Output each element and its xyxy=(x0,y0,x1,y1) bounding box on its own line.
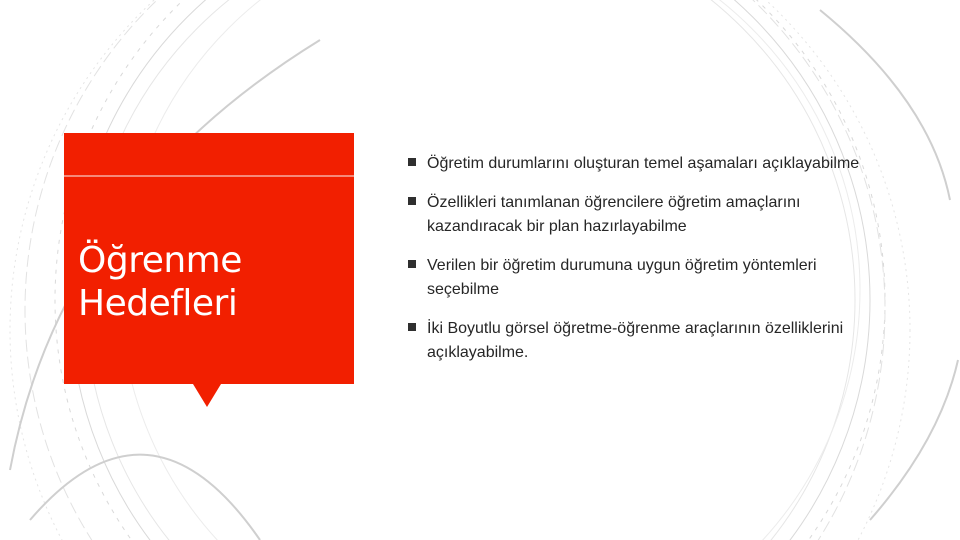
bullet-text: İki Boyutlu görsel öğretme-öğrenme araçlarının özelliklerini açıklayabilme. xyxy=(427,320,844,361)
list-item xyxy=(408,317,888,365)
title-panel-pointer xyxy=(193,384,221,407)
bullet-text: Özellikleri tanımlanan öğrencilere öğretim amaçlarını kazandıracak bir plan hazırlayabilme xyxy=(427,194,801,235)
slide-title xyxy=(78,239,298,325)
list-item xyxy=(408,152,888,176)
square-bullet-icon xyxy=(408,197,416,205)
slide-title-line2: Hedefleri xyxy=(78,283,238,324)
title-panel-divider xyxy=(64,175,354,177)
bullet-text: Verilen bir öğretim durumuna uygun öğretim yöntemleri seçebilme xyxy=(427,257,817,298)
square-bullet-icon xyxy=(408,158,416,166)
title-panel-top-band xyxy=(64,133,354,175)
list-item xyxy=(408,191,888,239)
square-bullet-icon xyxy=(408,260,416,268)
slide-title-line1: Öğrenme xyxy=(78,240,242,281)
square-bullet-icon xyxy=(408,323,416,331)
list-item xyxy=(408,254,888,302)
bullet-text: Öğretim durumlarını oluşturan temel aşamaları açıklayabilme xyxy=(427,155,860,172)
learning-objectives-list xyxy=(408,152,888,380)
